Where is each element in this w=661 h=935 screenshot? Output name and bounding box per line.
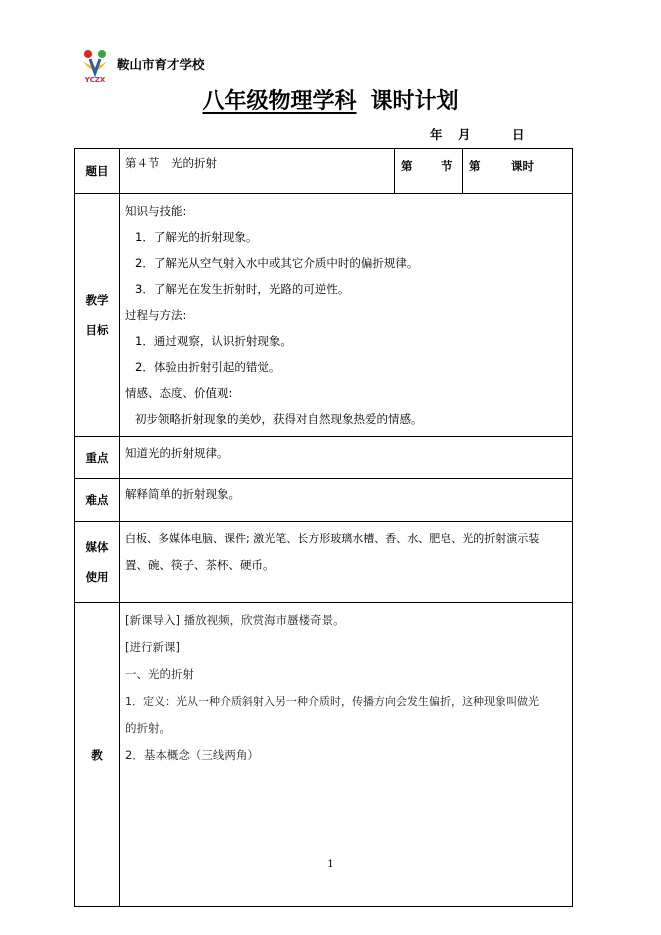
teaching-line: 一、光的折射	[125, 667, 194, 681]
section-cell	[395, 149, 463, 194]
goals-line: 初步领略折射现象的美妙，获得对自然现象热爱的情感。	[135, 412, 423, 426]
lesson-suffix: 课时	[511, 159, 534, 173]
lesson-plan-table	[74, 148, 573, 907]
teaching-line: 1．定义：光从一种介质斜射入另一种介质时，传播方向会发生偏折，这种现象叫做光	[125, 695, 539, 708]
media-row	[75, 522, 573, 603]
media-label-line-1: 媒体	[85, 540, 109, 554]
topic-label: 题目	[75, 149, 120, 194]
page-number: 1	[327, 859, 334, 870]
difficulty-row	[75, 479, 573, 522]
topic-row	[75, 149, 573, 194]
page-title	[0, 84, 661, 115]
logo-text: YCZX	[84, 76, 106, 83]
goals-label-line-1: 教学	[85, 293, 109, 307]
school-logo	[78, 45, 112, 83]
teaching-line: 的折射。	[125, 721, 171, 735]
goals-line: 知识与技能:	[125, 204, 187, 218]
goals-line: 情感、态度、价值观:	[125, 386, 233, 400]
teaching-label: 教	[75, 603, 120, 907]
difficulty-label: 难点	[75, 479, 120, 522]
goals-row	[75, 194, 573, 437]
media-label-line-2: 使用	[85, 570, 109, 584]
date-month: 月	[458, 127, 471, 142]
goals-line: 2．了解光从空气射入水中或其它介质中时的偏折规律。	[135, 256, 419, 270]
lesson-label: 第	[469, 159, 481, 173]
goals-content	[120, 194, 573, 437]
teaching-line: [进行新课]	[125, 640, 180, 654]
school-name: 鞍山市育才学校	[117, 57, 205, 72]
goals-label	[75, 194, 120, 437]
goals-line: 2．体验由折射引起的错觉。	[135, 360, 281, 374]
lesson-cell	[463, 149, 573, 194]
media-line: 白板、多媒体电脑、课件; 激光笔、长方形玻璃水槽、香、水、肥皂、光的折射演示装	[125, 532, 540, 545]
topic-value: 第４节 光的折射	[120, 149, 395, 194]
key-point-row	[75, 437, 573, 479]
date-year: 年	[430, 127, 443, 142]
teaching-line: 2．基本概念（三线两角）	[125, 748, 259, 762]
title-plan: 课时计划	[370, 88, 459, 114]
media-label	[75, 522, 120, 603]
key-point-value: 知道光的折射规律。	[120, 437, 573, 479]
date-day: 日	[512, 127, 525, 142]
goals-line: 1．了解光的折射现象。	[135, 230, 258, 244]
date-line	[430, 125, 525, 143]
teaching-line: [新课导入] 播放视频，欣赏海市蜃楼奇景。	[125, 613, 345, 627]
goals-line: 过程与方法:	[125, 308, 187, 322]
key-point-label: 重点	[75, 437, 120, 479]
difficulty-value: 解释简单的折射现象。	[120, 479, 573, 522]
goals-line: 3．了解光在发生折射时，光路的可逆性。	[135, 282, 350, 296]
media-line: 置、碗、筷子、茶杯、硬币。	[125, 558, 275, 572]
goals-line: 1．通过观察，认识折射现象。	[135, 334, 292, 348]
goals-label-line-2: 目标	[85, 323, 109, 337]
section-label: 第	[401, 159, 413, 173]
section-suffix: 节	[441, 159, 453, 173]
title-subject: 八年级物理学科	[202, 88, 357, 114]
media-content	[120, 522, 573, 603]
